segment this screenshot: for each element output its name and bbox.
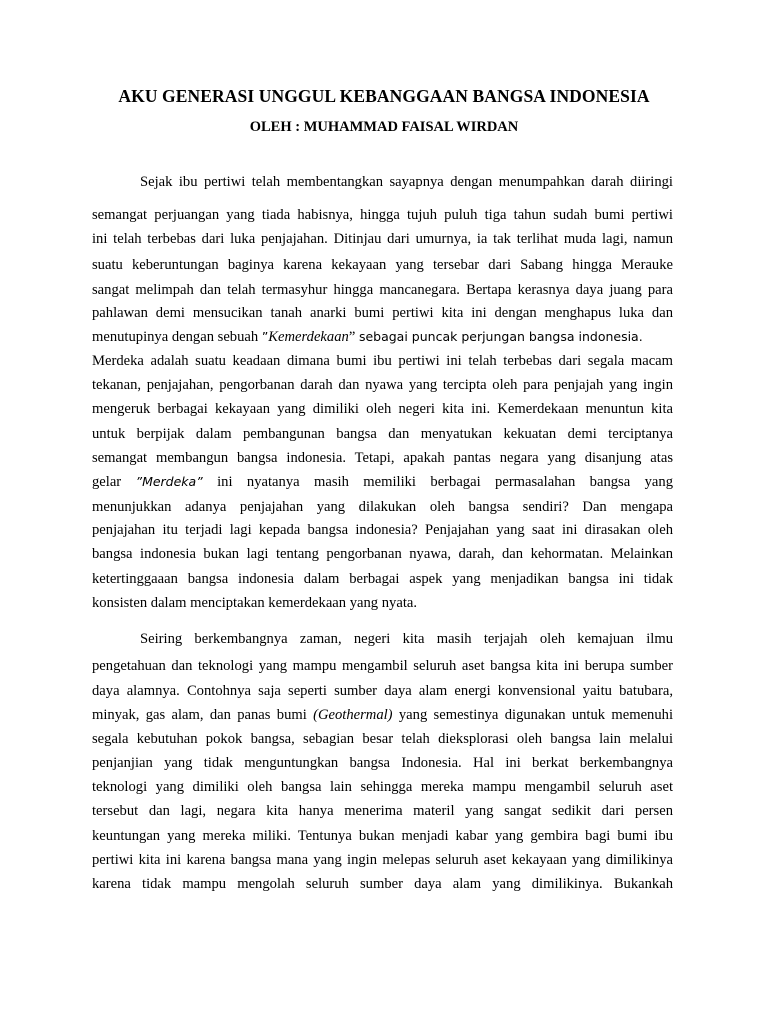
paragraph-1-line-4: suatu keberuntungan baginya karena kekayaan yang tersebar dari Sabang hingga Merauke [92,257,673,273]
paragraph-2-line-4 [92,704,673,726]
author-line: OLEH : MUHAMMAD FAISAL WIRDAN [249,119,519,135]
paragraph-1-line-15: penjajahan itu terjadi lagi kepada bangsa indonesia? Penjajahan yang saat ini dirasakan oleh [92,522,673,538]
paragraph-1-line-8: Merdeka adalah suatu keadaan dimana bumi ibu pertiwi ini telah terbebas dari segala macam [92,353,673,369]
paragraph-1-line-5: sangat melimpah dan telah termasyhur hingga mancanegara. Bertapa kerasnya daya juang para [92,282,673,298]
kemerdekaan-term: Kemerdekaan [268,329,349,345]
line-13-rest: ini nyatanya masih memiliki berbagai permasalahan bangsa yang [202,474,673,490]
paragraph-1-line-7 [92,326,673,348]
paragraph-1-line-12: semangat membangun bangsa indonesia. Tetapi, apakah pantas negara yang disanjung atas [92,450,673,466]
quote-close: ” [348,329,359,345]
paragraph-2-line-10: pertiwi kita ini karena bangsa mana yang ingin melepas seluruh aset kekayaan yang dimilikinya [92,852,673,868]
paragraph-1-line-14: menunjukkan adanya penjajahan yang dilakukan oleh bangsa sendiri? Dan mengapa [92,499,673,515]
paragraph-1-line-17: ketertinggaaan bangsa indonesia dalam berbagai aspek yang menjadikan bangsa ini tidak [92,571,673,587]
line-4-start: minyak, gas alam, dan panas bumi [92,707,314,723]
paragraph-2-line-8: tersebut dan lagi, negara kita hanya menerima materil yang sangat sedikit dari persen [92,803,673,819]
paragraph-1-line-9: tekanan, penjajahan, pengorbanan darah dan nyawa yang tercipta oleh para penjajah yang ingin [92,377,673,393]
paragraph-2-line-1: Seiring berkembangnya zaman, negeri kita masih terjajah oleh kemajuan ilmu [140,631,673,647]
paragraph-1-line-13 [92,471,673,493]
paragraph-2-line-7: teknologi yang dimiliki oleh bangsa lain sehingga mereka mampu mengambil seluruh aset [92,779,673,795]
paragraph-1-line-11: untuk berpijak dalam pembangunan bangsa dan menyatukan kekuatan demi terciptanya [92,426,673,442]
line-4-rest: yang semestinya digunakan untuk memenuhi [392,707,673,723]
merdeka-term: ”Merdeka” [135,474,203,489]
line-13-start: gelar [92,474,136,490]
paragraph-1-line-10: mengeruk berbagai kekayaan yang dimiliki oleh negeri kita ini. Kemerdekaan menuntun kita [92,401,673,417]
line-7-script-text: sebagai puncak perjungan bangsa indonesia. [358,329,643,344]
paragraph-1-line-1: Sejak ibu pertiwi telah membentangkan sayapnya dengan menumpahkan darah diiringi [140,174,673,190]
paragraph-1-line-2: semangat perjuangan yang tiada habisnya, hingga tujuh puluh tiga tahun sudah bumi pertiwi [92,207,673,223]
paragraph-2-line-11: karena tidak mampu mengolah seluruh sumber daya alam yang dimilikinya. Bukankah [92,876,673,892]
paragraph-2-line-3: daya alamnya. Contohnya saja seperti sumber daya alam energi konvensional yaitu batubara, [92,683,673,699]
quote-open: ” [261,329,269,344]
paragraph-1-line-6: pahlawan demi mensucikan tanah anarki bumi pertiwi kita ini dengan menghapus luka dan [92,305,673,321]
line-7-text: menutupinya dengan sebuah [92,329,262,345]
paragraph-1-line-16: bangsa indonesia bukan lagi tentang pengorbanan nyawa, darah, dan kehormatan. Melainkan [92,546,673,562]
document-title: AKU GENERASI UNGGUL KEBANGGAAN BANGSA INDONESIA [118,86,650,106]
paragraph-2-line-6: penjanjian yang tidak menguntungkan bangsa Indonesia. Hal ini berkat berkembangnya [92,755,673,771]
geothermal-term: (Geothermal) [313,707,393,723]
paragraph-2-line-9: keuntungan yang mereka miliki. Tentunya bukan menjadi kabar yang gembira bagi bumi ibu [92,828,673,844]
paragraph-2-line-5: segala kebutuhan pokok bangsa, sebagian besar telah dieksplorasi oleh bangsa lain melalui [92,731,673,747]
paragraph-1-line-18: konsisten dalam menciptakan kemerdekaan yang nyata. [92,595,417,611]
paragraph-2-line-2: pengetahuan dan teknologi yang mampu mengambil seluruh aset bangsa kita ini berupa sumber [92,658,673,674]
paragraph-1-line-3: ini telah terbebas dari luka penjajahan. Ditinjau dari umurnya, ia tak terlihat muda lagi, namun [92,231,673,247]
